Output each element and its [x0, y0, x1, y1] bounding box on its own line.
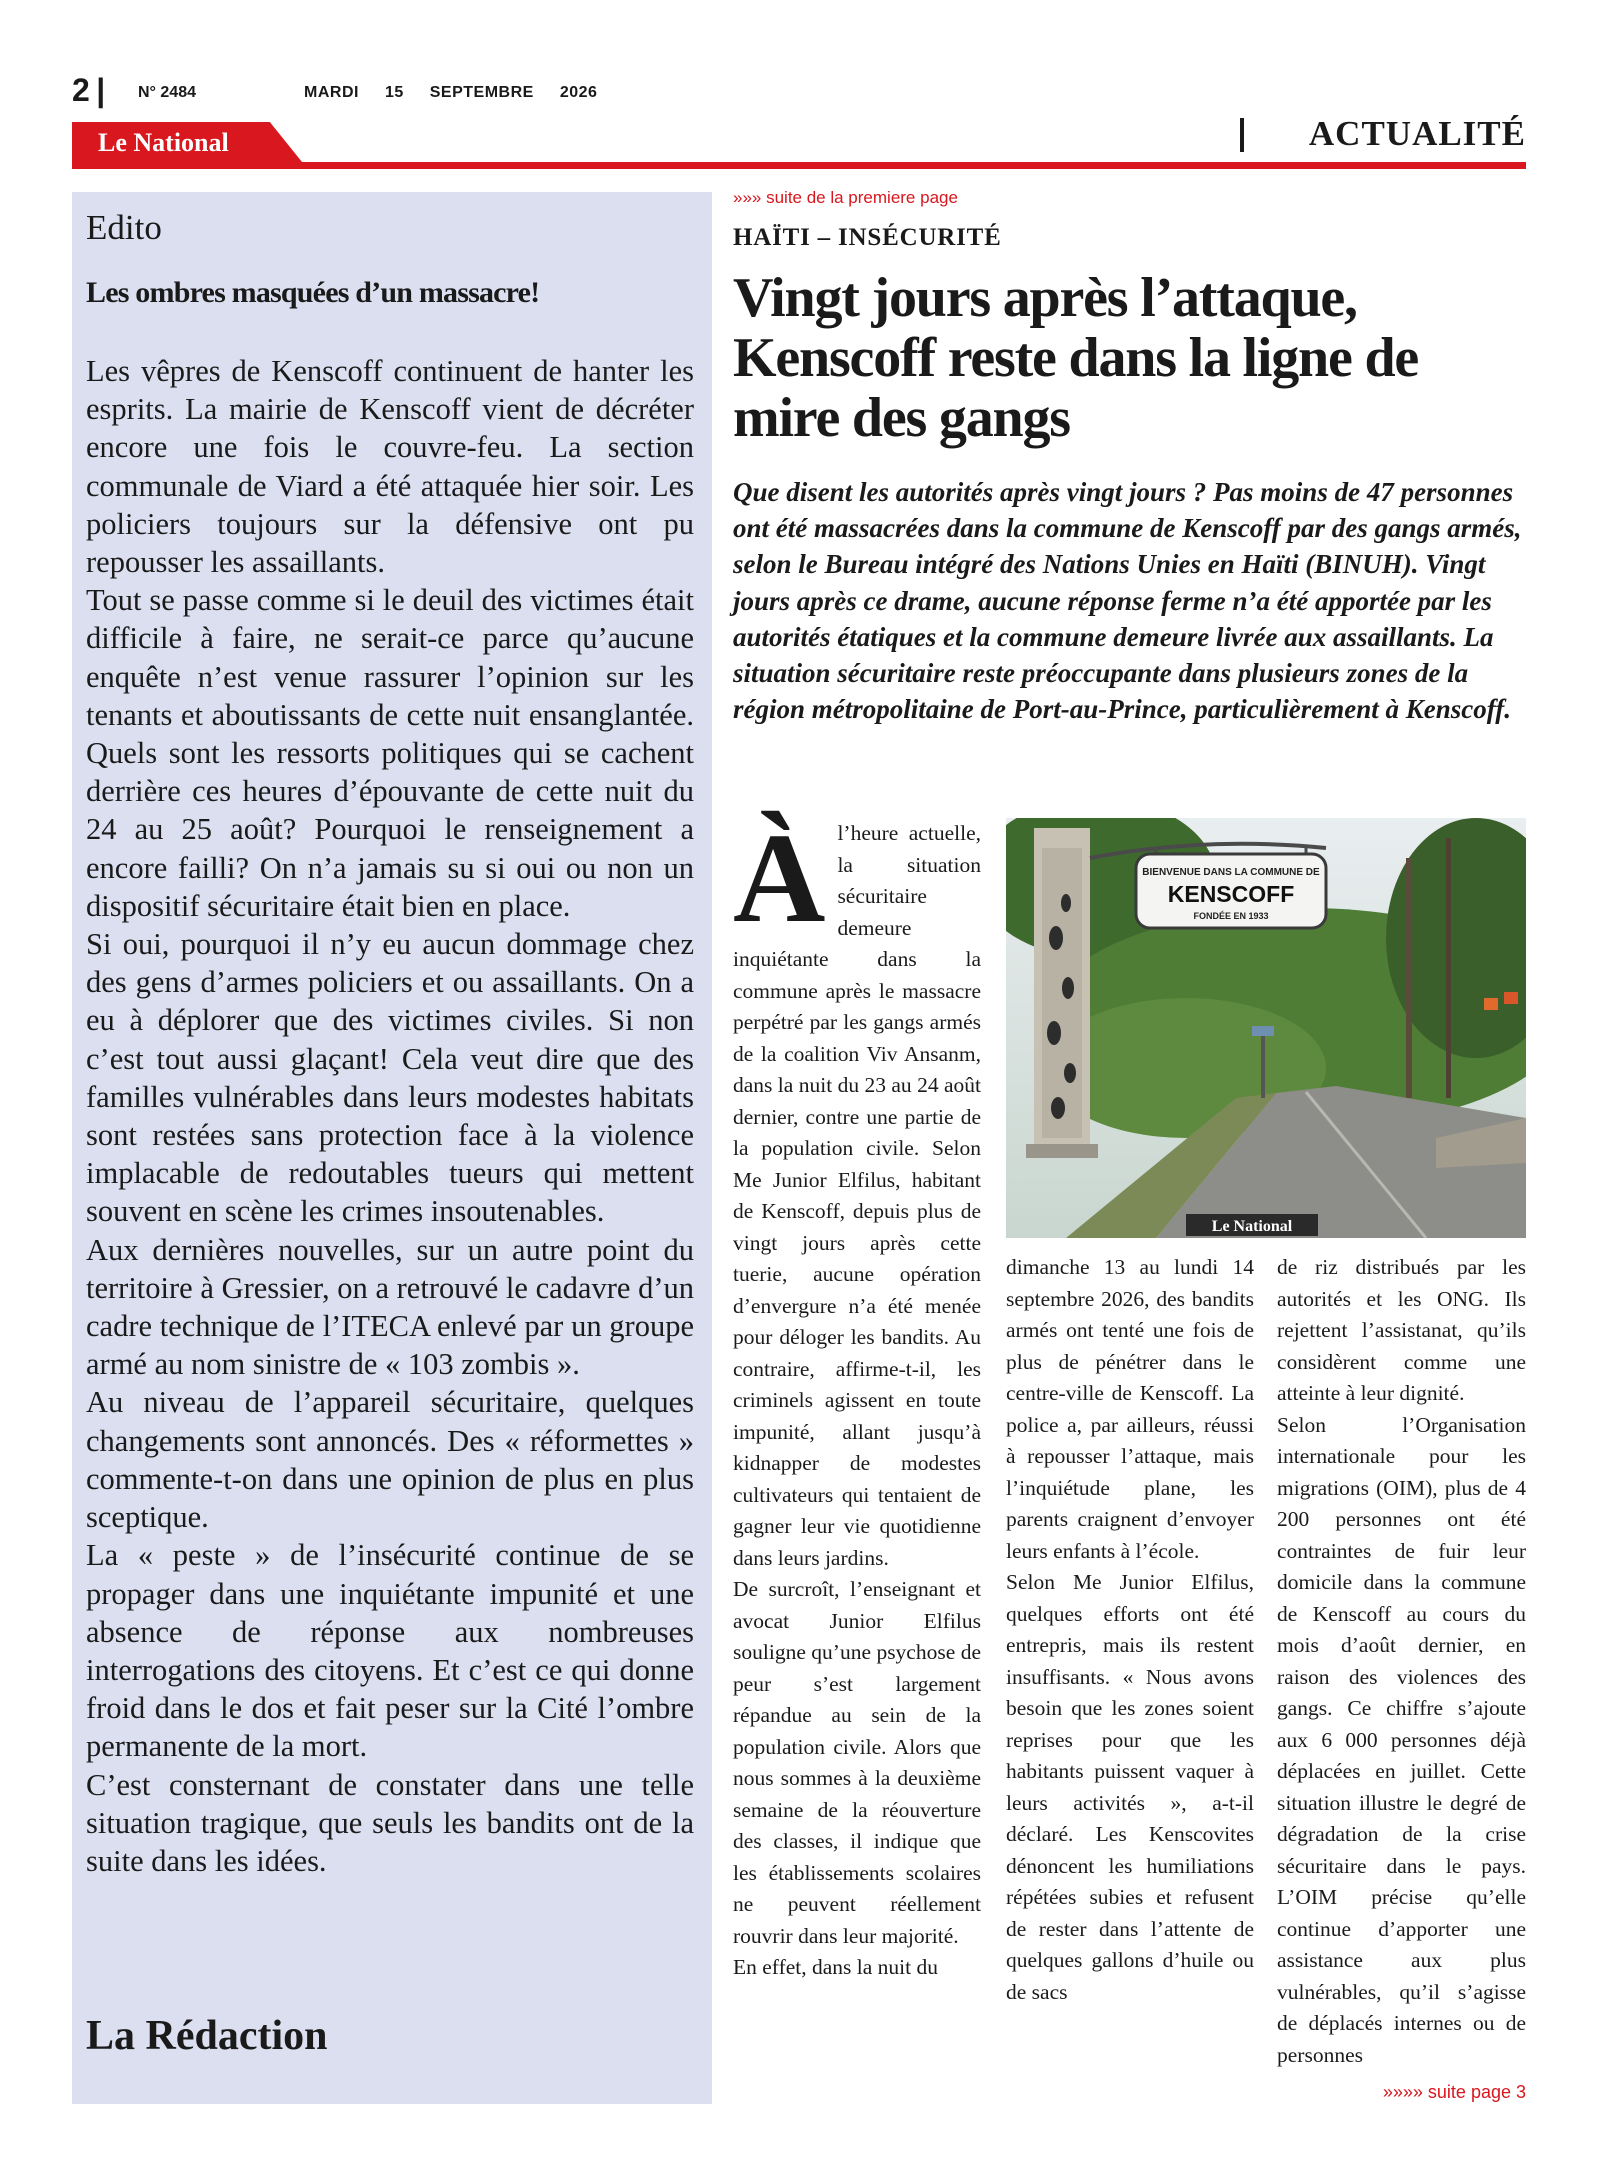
sign-line-1: BIENVENUE DANS LA COMMUNE DE	[1142, 867, 1320, 878]
edito-paragraph: Tout se passe comme si le deuil des victimes était difficile à faire, ne serait-ce parce qu’aucune enquête n’est venue rassurer l’opinion sur les tenants et aboutissants de cette nuit ensanglantée. Quels sont les ressorts politiques qui se cachent derrière ces heures d’épouvante de cette nuit du 24 au 25 août? Pourquoi le renseignement a encore failli? On n’a jamais su si oui ou non un dispositif sécuritaire était bien en place.	[86, 583, 694, 923]
article-headline: Vingt jours après l’attaque, Kenscoff reste dans la ligne de mire des gangs	[733, 267, 1419, 449]
date-year: 2026	[559, 84, 598, 101]
continued-to-link: »»»» suite page 3	[1382, 2082, 1526, 2102]
section-title: ACTUALITÉ	[1308, 114, 1526, 153]
edito-paragraph: Les vêpres de Kenscoff continuent de hanter les esprits. La mairie de Kenscoff vient de décréter encore une fois le couvre-feu. La section communale de Viard a été attaquée hier soir. Les policiers toujours sur la défensive ont pu repousser les assaillants.	[86, 354, 694, 580]
article-paragraph: Selon l’Organisation internationale pour les migrations (OIM), plus de 4 200 personnes ont été contraintes de fuir leur domicile dans la commune de Kenscoff au cours du mois d’août dernier, en raison des violences des gangs. Ce chiffre s’ajoute aux 6 000 personnes déjà déplacées en juillet. Cette situation illustre le degré de dégradation de la crise sécuritaire dans le pays. L’OIM précise qu’elle continue d’apporter une assistance aux plus vulnérables, qu’il s’agisse de déplacés internes ou de personnes	[1277, 1412, 1526, 2067]
continued-from-link: »»» suite de la premiere page	[733, 188, 958, 207]
masthead-logo: Le National	[98, 128, 229, 157]
date-day: MARDI	[304, 84, 359, 101]
article-lead: Que disent les autorités après vingt jours ? Pas moins de 47 personnes ont été massacrées dans la commune de Kenscoff par des gangs armés, selon le Bureau intégré des Nations Unies en Haïti (BINUH). Vingt jours après ce drame, aucune réponse ferme n’a été apportée par les autorités étatiques et la commune demeure livrée aux assaillants. La situation sécuritaire reste préoccupante dans plusieurs zones de la région métropolitaine de Port-au-Prince, particulièrement à Kenscoff.	[733, 477, 1522, 725]
edito-paragraph: C’est consternant de constater dans une telle situation tragique, que seuls les bandits ont de la suite dans les idées.	[86, 1767, 694, 1878]
article-rubric: HAÏTI – INSÉCURITÉ	[733, 224, 1002, 251]
edito-paragraph: Au niveau de l’appareil sécuritaire, quelques changements sont annoncés. Des « réformettes » commente-t-on dans une opinion de plus en plus sceptique.	[86, 1385, 694, 1535]
article-paragraph: Selon Me Junior Elfilus, quelques efforts ont été entrepris, mais ils restent insuffisants. « Nous avons besoin que les zones soient reprises pour que les habitants puissent vaquer à leurs activités », a-t-il déclaré. Les Kenscovites dénoncent les humiliations répétées subies et refusent de rester dans l’attente de quelques gallons d’huile ou de sacs	[1006, 1570, 1254, 2004]
issue-number: N° 2484	[138, 84, 196, 101]
edito-paragraph: La « peste » de l’insécurité continue de se propager dans une inquiétante impunité et une absence de réponse aux nombreuses interrogations des citoyens. Et c’est ce qui donne froid dans le dos et fait peser sur la Cité l’ombre permanente de la mort.	[86, 1538, 694, 1764]
edito-body	[86, 352, 694, 1880]
edito-paragraph: Aux dernières nouvelles, sur un autre point du territoire à Gressier, on a retrouvé le cadavre d’un cadre technique de l’ITECA enlevé par un groupe armé au nom sinistre de « 103 zombis ».	[86, 1232, 694, 1382]
drop-cap: À	[733, 807, 826, 949]
edito-signature: La Rédaction	[86, 2013, 328, 2059]
photo-watermark: Le National	[1211, 1218, 1293, 1235]
article-paragraph: De surcroît, l’enseignant et avocat Junior Elfilus souligne qu’une psychose de peur s’est largement répandue au sein de la population civile. Alors que nous sommes à la deuxième semaine de la réouverture des classes, il indique que les établissements scolaires ne peuvent réellement rouvrir dans leur majorité.	[733, 1577, 981, 1948]
sign-line-2: KENSCOFF	[1167, 881, 1295, 907]
sign-line-3: FONDÉE EN 1933	[1193, 911, 1269, 921]
section-divider	[1240, 118, 1244, 152]
article-column-3	[1277, 1252, 1526, 2071]
edito-title: Les ombres masquées d’un massacre!	[86, 276, 540, 309]
edito-paragraph: Si oui, pourquoi il n’y eu aucun dommage chez des gens d’armes policiers et ou assaillants. On a eu à déplorer que des victimes civiles. Si non c’est tout aussi glaçant! Cela veut dire que des familles vulnérables dans leurs modestes habitats sont restées sans protection face à la violence implacable de redoutables tueurs qui mettent souvent en scène les crimes insoutenables.	[86, 927, 694, 1229]
header-rule	[72, 162, 1526, 169]
edito-label: Edito	[86, 208, 162, 247]
kenscoff-entrance-photo	[1006, 818, 1526, 1238]
article-paragraph: En effet, dans la nuit du	[733, 1955, 938, 1979]
article-paragraph: dimanche 13 au lundi 14 septembre 2026, des bandits armés ont tenté une fois de plus de pénétrer dans le centre-ville de Kenscoff. La police a, par ailleurs, réussi à repousser l’attaque, mais l’inquiétude plane, les parents craignent d’envoyer leurs enfants à l’école.	[1006, 1255, 1254, 1563]
article-paragraph: Àl’heure actuelle, la situation sécuritaire demeure inquiétante dans la commune après le massacre perpétré par les gangs armés de la coalition Viv Ansanm, dans la nuit du 23 au 24 août dernier, contre une partie de la population civile. Selon Me Junior Elfilus, habitant de Kenscoff, depuis plus de vingt jours après cette tuerie, aucune opération d’envergure n’a été menée pour déloger les bandits. Au contraire, affirme-t-il, les criminels agissent en toute impunité, allant jusqu’à kidnapper de modestes cultivateurs qui tentaient de gagner leur vie quotidienne dans leurs jardins.	[733, 807, 981, 1570]
article-paragraph: de riz distribués par les autorités et les ONG. Ils rejettent l’assistanat, qu’ils considèrent comme une atteinte à leur dignité.	[1277, 1255, 1526, 1405]
date-month: SEPTEMBRE	[429, 84, 534, 101]
photo-illustration	[1006, 818, 1526, 1238]
page-number: 2 |	[72, 72, 106, 108]
date-number: 15	[384, 84, 404, 101]
article-column-1	[733, 807, 981, 1984]
dateline	[304, 84, 623, 102]
article-column-2	[1006, 1252, 1254, 2008]
